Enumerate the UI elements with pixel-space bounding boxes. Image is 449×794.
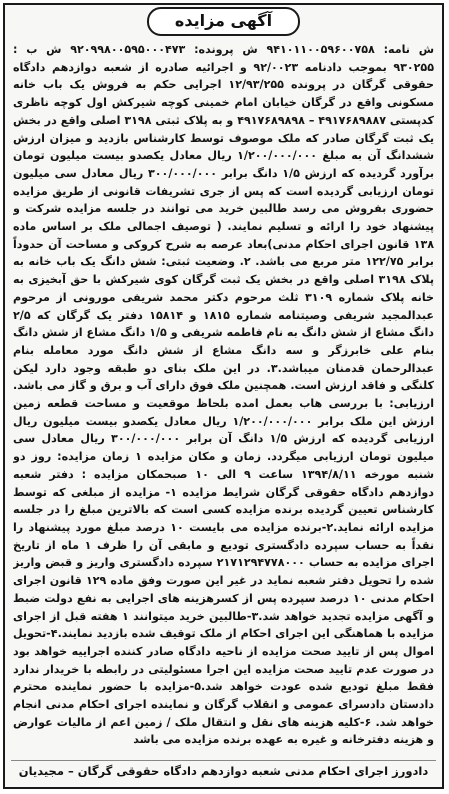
title-bar	[5, 5, 442, 37]
notice-signature: دادورز اجرای احکام مدنی شعبه دوازدهم دادگاه حقوقی گرگان – مجیدیان	[11, 760, 436, 781]
notice-body-text: ش نامه: ۹۴۱۰۱۱۰۰۵۹۶۰۰۷۵۸ ش پرونده: ۹۲۰۹۹۸۰۰۵۹۵۰۰۰۴۷۳ ش ب : ۹۳۰۲۵۵ بموجب دادنامه ۹۲/۰۰۲۳ و اجرائیه صادره از شعبه دوازدهم دادگاه حقوقی گرگان در پرونده ۱۲/۹۳/۲۵۵ اجرایی حکم به فروش یک باب خانه مسکونی واقع در گرگان خیابان امام خمینی کوچه شیرکش اول کوچه ناظری کدپستی ۴۹۱۷۶۸۹۸۸۷ – ۴۹۱۷۶۸۹۸۹۸ و به پلاک ثبتی ۳۱۹۸ اصلی واقع در بخش یک ثبت گرگان صادر که ملک موصوف توسط کارشناس بازدید و میزان ارزش ششدانگ آن به مبلغ ۱/۲۰۰/۰۰۰/۰۰۰ ریال معادل یکصدو بیست میلیون تومان برآورد گردیده که ارزش ۱/۵ دانگ برابر ۳۰۰/۰۰۰/۰۰۰ ریال معادل سی میلیون تومان ارزیابی گردیده است که پس از جری تشریفات قانونی از طریق مزایده حضوری بفروش می رسد طالبین خرید می توانند در جلسه مزایده شرکت و پیشنهاد خود را ارائه و تسلیم نمایند. ( توصیف اجمالی ملک بر اساس ماده ۱۳۸ قانون اجرای احکام مدنی)بعاد عرصه به شرح کروکی و مساحت آن حدوداً برابر ۱۲۲/۷۵ متر مربع می باشد. ۲. وضعیت ثبتی: شش دانگ یک باب خانه به پلاک ۳۱۹۸ اصلی واقع در بخش یک ثبت گرگان کوی شیرکش با حق آبخیزی به خانه پلاک شماره ۳۱۰۹ ثلث مرحوم دکتر محمد شریفی مورونی از مرحوم عبدالمجید شریفی وصیتنامه شماره ۱۸۱۵ و ۱۵۸۱۴ دفتر یک گرگان که ۲/۵ دانگ مشاع از شش دانگ به نام فاطمه شریفی و ۱/۵ دانگ مشاع از شش دانگ بنام علی خابرزگر و سه دانگ مشاع از شش دانگ مورد معامله بنام عبدالرحمان قدمنان میباشد.۳. در این ملک بنای دو طبقه وجود دارد لیکن کلنگی و فاقد ارزش است. همچنین ملک فوق دارای آب و برق و گاز می باشد. ارزیابی: با بررسی هاب بعمل امده بلحاظ موقعیت و مساحت قطعه زمین ارزش این ملک برابر ۱/۲۰۰/۰۰۰/۰۰۰ ریال معادل یکصدو بیست میلیون ریال ارزیابی گردیده که ارزش ۱/۵ دانگ آن برابر ۳۰۰/۰۰۰/۰۰۰ ریال معادل سی میلیون تومان ارزیابی میگردد. زمان و مکان مزایده ۱ زمان مزایده: روز دو شنبه مورخه ۱۳۹۴/۸/۱۱ ساعت ۹ الی ۱۰ صبحمکان مزایده : دفتر شعبه دوازدهم دادگاه حقوقی گرگان شرایط مزایده ۱- مزایده از مبلغی که توسط کارشناس تعیین گردیده برنده مزایده کسی است که بالاترین مبلغ را در جلسه مزایده ارائه نماید.۲-برنده مزایده می بایست ۱۰ درصد مبلغ مورد پیشنهاد را نقداً به حساب سپرده دادگستری تودیع و مابقی آن را ظرف ۱ ماه از تاریخ اجرای مزایده به حساب ۲۱۷۱۲۹۴۷۷۸۰۰۰ سپرده دادگستری واریز و قبض واریز شده را تحویل دفتر شعبه نماید در غیر این صورت وفق ماده ۱۲۹ قانون اجرای احکام مدنی ۱۰ درصد سپرده پس از کسرهزینه های اجرایی به نفع دولت ضبط و آگهی مزایده تجدید خواهد شد.۳-طالبین خرید میتوانند ۱ هفته قبل از اجرای مزایده با هماهنگی این اجرای احکام از ملک توقیف شده بازدید نمایند.۴-تحویل اموال پس از تایید صحت مزایده از ناحیه دادگاه صادر کننده اجراییه خواهد بود در صورت عدم تایید صحت مزایده این اجرا مسئولیتی در رابطه با خریدار ندارد فقط مبلغ تودیع شده عودت خواهد شد.۵-مزایده با حضور نماینده محترم دادستان دادسرای عمومی و انقلاب گرگان و نماینده اجرای احکام مدنی انجام خواهد شد. ۶-کلیه هزینه های نقل و انتقال ملک / زمین اعم از مالیات عوارض و هزینه دفترخانه و غیره به عهده برنده مزایده می باشد	[13, 43, 434, 747]
notice-title: آگهی مزایده	[147, 7, 300, 36]
notice-body	[13, 41, 434, 757]
auction-notice	[3, 3, 444, 789]
